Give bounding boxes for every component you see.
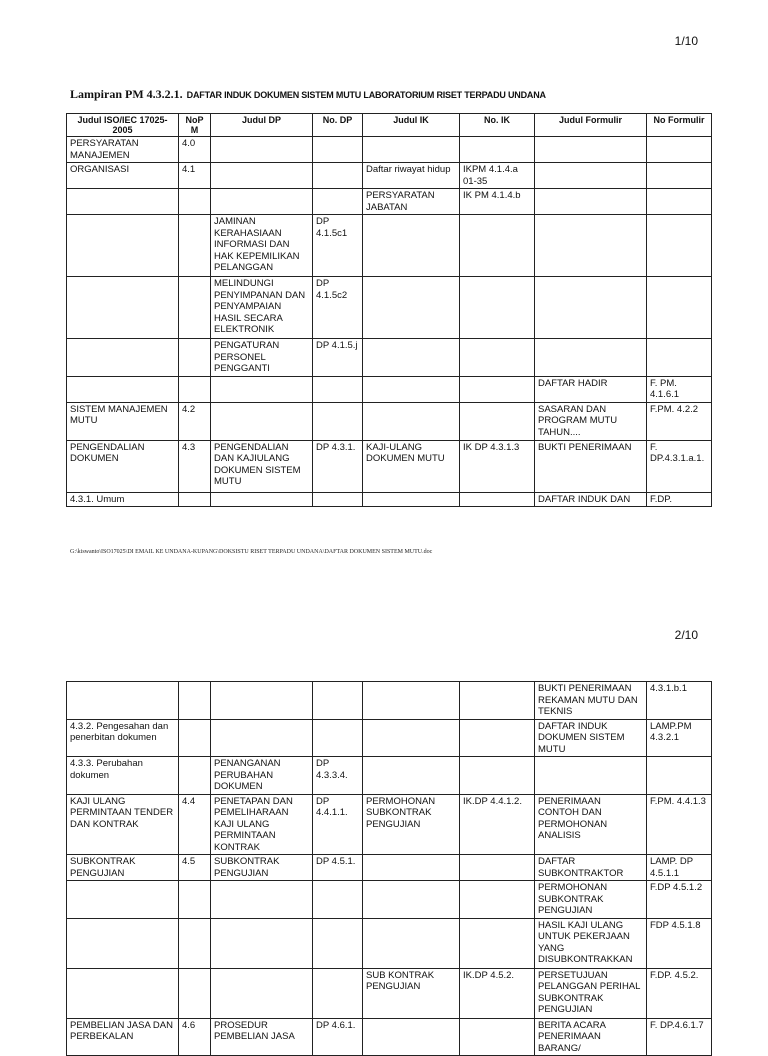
cell-iso-title (67, 215, 179, 277)
cell-ik-title (363, 277, 460, 339)
cell-nopm: 4.1 (179, 163, 211, 189)
cell-form-title: DAFTAR HADIR (535, 376, 647, 402)
table-row (67, 163, 712, 189)
table-row (67, 440, 712, 492)
header-iso-title: Judul ISO/IEC 17025-2005 (67, 114, 179, 137)
cell-dp-number (313, 402, 363, 440)
cell-nopm (179, 277, 211, 339)
cell-iso-title: SUBKONTRAK PENGUJIAN (67, 855, 179, 881)
cell-dp-number (313, 719, 363, 757)
cell-nopm (179, 682, 211, 720)
cell-dp-number: DP 4.5.1. (313, 855, 363, 881)
table-row (67, 855, 712, 881)
cell-dp-number: DP 4.6.1. (313, 1018, 363, 1056)
cell-ik-number (460, 757, 535, 795)
cell-nopm (179, 881, 211, 919)
cell-dp-number (313, 376, 363, 402)
cell-ik-number: IK.DP 4.5.2. (460, 968, 535, 1018)
cell-iso-title (67, 189, 179, 215)
cell-ik-number (460, 402, 535, 440)
header-dp-title: Judul DP (211, 114, 313, 137)
cell-dp-number (313, 492, 363, 507)
cell-nopm: 4.5 (179, 855, 211, 881)
page-number-2: 2/10 (674, 628, 698, 642)
cell-form-title: PERMOHONAN SUBKONTRAK PENGUJIAN (535, 881, 647, 919)
table-row (67, 376, 712, 402)
cell-ik-title (363, 719, 460, 757)
cell-ik-number (460, 855, 535, 881)
cell-ik-number: IK DP 4.3.1.3 (460, 440, 535, 492)
table-row (67, 968, 712, 1018)
header-form-title: Judul Formulir (535, 114, 647, 137)
cell-dp-number (313, 918, 363, 968)
cell-dp-title (211, 492, 313, 507)
cell-dp-number (313, 968, 363, 1018)
table-row (67, 492, 712, 507)
cell-dp-number: DP 4.3.1. (313, 440, 363, 492)
cell-dp-title: PENANGANAN PERUBAHAN DOKUMEN (211, 757, 313, 795)
cell-nopm (179, 215, 211, 277)
cell-form-title: BUKTI PENERIMAAN REKAMAN MUTU DAN TEKNIS (535, 682, 647, 720)
header-nopm: NoP M (179, 114, 211, 137)
cell-ik-title (363, 757, 460, 795)
cell-ik-number (460, 682, 535, 720)
cell-form-number: F. PM. 4.1.6.1 (647, 376, 712, 402)
cell-form-number: F.DP 4.5.1.2 (647, 881, 712, 919)
table-row (67, 189, 712, 215)
cell-ik-number (460, 137, 535, 163)
header-ik-number: No. IK (460, 114, 535, 137)
cell-ik-title (363, 492, 460, 507)
cell-nopm (179, 968, 211, 1018)
cell-form-number: F. DP.4.3.1.a.1. (647, 440, 712, 492)
cell-dp-number: DP 4.1.5c2 (313, 277, 363, 339)
cell-form-title (535, 339, 647, 377)
cell-iso-title: PENGENDALIAN DOKUMEN (67, 440, 179, 492)
table-row (67, 402, 712, 440)
cell-nopm (179, 492, 211, 507)
cell-ik-number: IKPM 4.1.4.a 01-35 (460, 163, 535, 189)
cell-iso-title: PERSYARATAN MANAJEMEN (67, 137, 179, 163)
cell-form-title: DAFTAR SUBKONTRAKTOR (535, 855, 647, 881)
cell-form-title (535, 757, 647, 795)
cell-dp-title (211, 163, 313, 189)
cell-form-title (535, 189, 647, 215)
cell-ik-number (460, 881, 535, 919)
document-register-table-page-1 (66, 113, 712, 507)
cell-ik-title (363, 137, 460, 163)
cell-iso-title: 4.3.3. Perubahan dokumen (67, 757, 179, 795)
cell-ik-title (363, 376, 460, 402)
cell-form-number: F. DP.4.6.1.7 (647, 1018, 712, 1056)
file-path-footer: G:\kiswanto\ISO17025\DI EMAIL KE UNDANA-KUPANG\DOKSISTU RISET TERPADU UNDANA\DAFTAR DOKUMEN SISTEM MUTU.doc (70, 549, 433, 555)
cell-form-number (647, 339, 712, 377)
table-row (67, 682, 712, 720)
cell-ik-title (363, 402, 460, 440)
header-ik-title: Judul IK (363, 114, 460, 137)
cell-dp-title: PENGENDALIAN DAN KAJIULANG DOKUMEN SISTEM MUTU (211, 440, 313, 492)
title-lead: Lampiran PM 4.3.2.1. (70, 87, 183, 101)
cell-form-title: BUKTI PENERIMAAN (535, 440, 647, 492)
cell-dp-number (313, 881, 363, 919)
cell-ik-title: KAJI-ULANG DOKUMEN MUTU (363, 440, 460, 492)
cell-dp-title (211, 189, 313, 215)
cell-nopm: 4.6 (179, 1018, 211, 1056)
cell-form-title: PERSETUJUAN PELANGGAN PERIHAL SUBKONTRAK PENGUJIAN (535, 968, 647, 1018)
cell-dp-title: JAMINAN KERAHASIAAN INFORMASI DAN HAK KEPEMILIKAN PELANGGAN (211, 215, 313, 277)
cell-dp-title (211, 376, 313, 402)
header-form-number: No Formulir (647, 114, 712, 137)
cell-ik-title (363, 881, 460, 919)
cell-ik-number (460, 719, 535, 757)
cell-dp-number (313, 189, 363, 215)
cell-dp-title: SUBKONTRAK PENGUJIAN (211, 855, 313, 881)
cell-form-number: F.DP. (647, 492, 712, 507)
cell-form-number (647, 189, 712, 215)
table-row (67, 918, 712, 968)
cell-dp-title (211, 881, 313, 919)
cell-ik-title (363, 215, 460, 277)
cell-dp-title (211, 719, 313, 757)
cell-dp-number: DP 4.3.3.4. (313, 757, 363, 795)
cell-dp-number (313, 137, 363, 163)
table-row (67, 881, 712, 919)
document-title (70, 87, 546, 102)
cell-dp-title (211, 918, 313, 968)
cell-ik-number (460, 492, 535, 507)
cell-nopm (179, 339, 211, 377)
cell-iso-title (67, 881, 179, 919)
cell-form-number (647, 277, 712, 339)
cell-form-number: 4.3.1.b.1 (647, 682, 712, 720)
cell-form-title: PENERIMAAN CONTOH DAN PERMOHONAN ANALISIS (535, 794, 647, 855)
table-row (67, 719, 712, 757)
cell-dp-number (313, 163, 363, 189)
cell-dp-title: MELINDUNGI PENYIMPANAN DAN PENYAMPAIAN HASIL SECARA ELEKTRONIK (211, 277, 313, 339)
cell-iso-title: SISTEM MANAJEMEN MUTU (67, 402, 179, 440)
page-number: 1/10 (674, 34, 698, 48)
cell-dp-title (211, 968, 313, 1018)
cell-form-title: DAFTAR INDUK DAN (535, 492, 647, 507)
cell-ik-title: Daftar riwayat hidup (363, 163, 460, 189)
cell-dp-title (211, 682, 313, 720)
cell-ik-number (460, 215, 535, 277)
cell-nopm: 4.2 (179, 402, 211, 440)
cell-ik-title (363, 918, 460, 968)
cell-ik-number (460, 339, 535, 377)
cell-form-number: F.PM. 4.2.2 (647, 402, 712, 440)
cell-form-number (647, 163, 712, 189)
cell-ik-title: PERSYARATAN JABATAN (363, 189, 460, 215)
document-register-table-page-2 (66, 681, 712, 1056)
cell-dp-number: DP 4.1.5.j (313, 339, 363, 377)
table-row (67, 215, 712, 277)
header-dp-number: No. DP (313, 114, 363, 137)
cell-dp-title (211, 137, 313, 163)
table-row (67, 757, 712, 795)
cell-form-number: F.DP. 4.5.2. (647, 968, 712, 1018)
cell-nopm: 4.0 (179, 137, 211, 163)
title-text: DAFTAR INDUK DOKUMEN SISTEM MUTU LABORATORIUM RISET TERPADU UNDANA (186, 90, 546, 100)
cell-form-title: SASARAN DAN PROGRAM MUTU TAHUN.... (535, 402, 647, 440)
cell-form-title: BERITA ACARA PENERIMAAN BARANG/ (535, 1018, 647, 1056)
cell-ik-title (363, 855, 460, 881)
cell-iso-title: PEMBELIAN JASA DAN PERBEKALAN (67, 1018, 179, 1056)
cell-nopm (179, 189, 211, 215)
cell-iso-title: 4.3.2. Pengesahan dan penerbitan dokumen (67, 719, 179, 757)
cell-dp-title: PENETAPAN DAN PEMELIHARAAN KAJI ULANG PERMINTAAN KONTRAK (211, 794, 313, 855)
cell-form-number (647, 757, 712, 795)
cell-dp-number (313, 682, 363, 720)
cell-ik-title (363, 339, 460, 377)
cell-form-number: LAMP.PM 4.3.2.1 (647, 719, 712, 757)
cell-nopm (179, 376, 211, 402)
cell-form-title: HASIL KAJI ULANG UNTUK PEKERJAAN YANG DISUBKONTRAKKAN (535, 918, 647, 968)
cell-iso-title (67, 339, 179, 377)
cell-dp-number: DP 4.1.5c1 (313, 215, 363, 277)
cell-nopm (179, 757, 211, 795)
cell-ik-number: IK.DP 4.4.1.2. (460, 794, 535, 855)
cell-form-title (535, 215, 647, 277)
cell-form-number: F.PM. 4.4.1.3 (647, 794, 712, 855)
cell-ik-number: IK PM 4.1.4.b (460, 189, 535, 215)
cell-dp-number: DP 4.4.1.1. (313, 794, 363, 855)
cell-form-title (535, 163, 647, 189)
cell-form-number: FDP 4.5.1.8 (647, 918, 712, 968)
cell-iso-title (67, 968, 179, 1018)
table-row (67, 277, 712, 339)
cell-dp-title (211, 402, 313, 440)
table-row (67, 137, 712, 163)
cell-iso-title (67, 277, 179, 339)
cell-form-number (647, 215, 712, 277)
cell-dp-title: PROSEDUR PEMBELIAN JASA (211, 1018, 313, 1056)
cell-iso-title: ORGANISASI (67, 163, 179, 189)
cell-ik-number (460, 277, 535, 339)
cell-nopm (179, 719, 211, 757)
table-row (67, 794, 712, 855)
cell-form-title: DAFTAR INDUK DOKUMEN SISTEM MUTU (535, 719, 647, 757)
cell-ik-title: SUB KONTRAK PENGUJIAN (363, 968, 460, 1018)
cell-iso-title: KAJI ULANG PERMINTAAN TENDER DAN KONTRAK (67, 794, 179, 855)
cell-nopm: 4.4 (179, 794, 211, 855)
cell-dp-title: PENGATURAN PERSONEL PENGGANTI (211, 339, 313, 377)
table-row (67, 339, 712, 377)
cell-iso-title (67, 376, 179, 402)
cell-iso-title (67, 918, 179, 968)
cell-ik-number (460, 376, 535, 402)
cell-nopm (179, 918, 211, 968)
cell-iso-title: 4.3.1. Umum (67, 492, 179, 507)
cell-ik-number (460, 918, 535, 968)
cell-form-title (535, 277, 647, 339)
cell-form-number (647, 137, 712, 163)
cell-nopm: 4.3 (179, 440, 211, 492)
cell-form-title (535, 137, 647, 163)
cell-ik-title (363, 682, 460, 720)
cell-iso-title (67, 682, 179, 720)
cell-form-number: LAMP. DP 4.5.1.1 (647, 855, 712, 881)
cell-ik-title: PERMOHONAN SUBKONTRAK PENGUJIAN (363, 794, 460, 855)
